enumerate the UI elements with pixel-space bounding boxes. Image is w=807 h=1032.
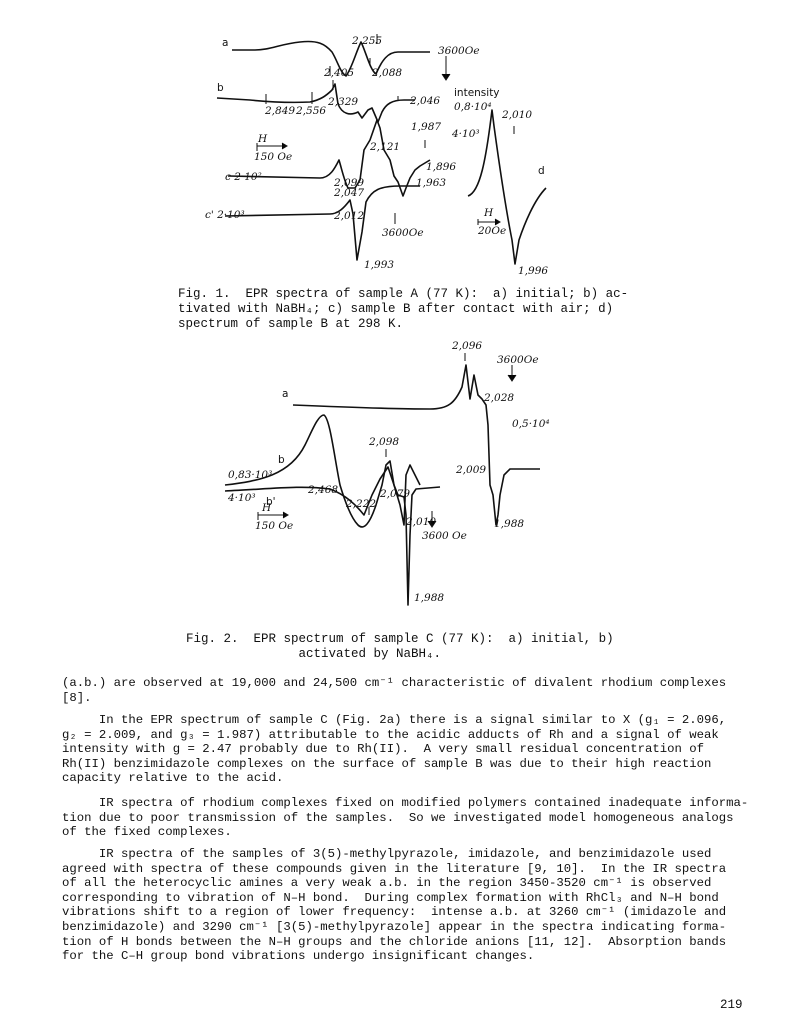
paragraph-2: In the EPR spectrum of sample C (Fig. 2a) there is a signal similar to X (g₁ = 2.096, g₂ = 2.009, and g₃ = 1.987) attributable to the acidic adducts of Rh and a signal of weak intensity with g = 2.47 probably due to Rh(II). A very small residual concentration of Rh(II) benzimidazole complexes on the surface of sample B was due to their high reaction capacity relative to the acid. [62, 713, 727, 786]
field-arrow-top [508, 365, 516, 381]
page-number: 219 [720, 998, 743, 1012]
fig2-field-top: 3600Oe [497, 354, 539, 366]
fig2-intensity-a: 0,5·10⁴ [512, 418, 550, 430]
fig1-label-c-prime: c' 2·10³ [205, 209, 245, 221]
fig2-field-mid: 3600 Oe [422, 530, 467, 542]
figure-2-plot [0, 335, 807, 615]
fig2-intensity-b1: 0,83·10³ [228, 469, 273, 481]
paragraph-1: (a.b.) are observed at 19,000 and 24,500 cm⁻¹ characteristic of divalent rhodium complexes [8]. [62, 676, 727, 705]
fig2-g-2079: 2,079 [380, 488, 411, 500]
spectrum-a [293, 365, 540, 525]
field-arrow-top [442, 56, 450, 80]
fig1-intensity-label: intensity [454, 87, 500, 99]
fig2-g-2096: 2,096 [452, 340, 483, 352]
fig2-label-b-prime: b' [266, 496, 276, 508]
fig2-g-2098: 2,098 [369, 436, 400, 448]
fig1-label-c: c 2·10² [225, 171, 262, 183]
fig2-h-label: H [262, 502, 272, 514]
fig1-g-2047: 2,047 [334, 187, 365, 199]
fig1-g-1963: 1,963 [416, 177, 447, 189]
fig1-field-top: 3600Oe [438, 45, 480, 57]
fig2-g-2010: 2,010 [406, 516, 437, 528]
fig1-g-2255: 2,255 [352, 35, 383, 47]
fig1-label-b: b [217, 82, 224, 94]
fig1-g-2088: 2,088 [372, 67, 403, 79]
fig1-g-1896: 1,896 [426, 161, 457, 173]
figure-1-caption: Fig. 1. EPR spectra of sample A (77 K): a) initial; b) ac- tivated with NaBH₄; c) sample B after contact with air; d) spectrum of sample B at 298 K. [178, 287, 629, 331]
fig1-intensity-b: 0,8·10⁴ [454, 101, 492, 113]
fig2-intensity-b2: 4·10³ [228, 492, 256, 504]
fig1-g-1993: 1,993 [364, 259, 395, 271]
paragraph-3: IR spectra of rhodium complexes fixed on modified polymers contained inadequate informa- tion due to poor transmission of the samples. So we investigated model homogeneous analogs of the fixed complexes. [62, 796, 749, 840]
fig1-g-2849: 2,849 [265, 105, 296, 117]
fig1-g-2556: 2,556 [296, 105, 327, 117]
fig2-g-1988-a: 1,988 [494, 518, 525, 530]
spectrum-d [468, 110, 546, 264]
fig1-g-2121: 2,121 [370, 141, 401, 153]
figure-1-plot [0, 0, 807, 285]
fig2-g-2009: 2,009 [456, 464, 487, 476]
fig1-g-2012: 2,012 [334, 210, 365, 222]
fig2-label-b: b [278, 454, 285, 466]
fig2-label-a: a [282, 388, 289, 400]
fig2-g-1988-b: 1,988 [414, 592, 445, 604]
fig1-intensity-c: 4·10³ [452, 128, 480, 140]
fig1-g-2099: 2,099 [334, 177, 365, 189]
fig1-label-d: d [538, 165, 545, 177]
fig1-field-mid: 3600Oe [382, 227, 424, 239]
fig1-g-1987: 1,987 [411, 121, 442, 133]
fig2-g-2222: 2,222 [346, 498, 377, 510]
fig1-label-a: a [222, 37, 229, 49]
figure-2 [0, 335, 807, 615]
spectrum-c-prime [225, 186, 420, 260]
fig1-g-2405: 2,405 [324, 67, 355, 79]
fig2-scale-150: 150 Oe [255, 520, 294, 532]
paragraph-4: IR spectra of the samples of 3(5)-methylpyrazole, imidazole, and benzimidazole used agreed with spectra of these compounds given in the literature [9, 10]. In the IR spectra of all the heterocyclic amines a very weak a.b. in the region 3450-3520 cm⁻¹ is observed corresponding to vibration of N–H bond. During complex formation with RhCl₃ and N–H bond vibrations shift to a region of lower frequency: intense a.b. at 3260 cm⁻¹ (imidazole and benzimidazole) and 3290 cm⁻¹ [3(5)-methylpyrazole] appear in the spectra indicating forma- tion of H bonds between the N–H groups and the chloride anions [11, 12]. Absorption bands for the C–H group bond vibrations undergo insignificant changes. [62, 847, 727, 964]
fig1-g-2010: 2,010 [502, 109, 533, 121]
fig1-scale-20: 20Oe [478, 225, 507, 237]
spectrum-b [225, 415, 440, 605]
figure-2-caption: Fig. 2. EPR spectrum of sample C (77 K): a) initial, b) activated by NaBH₄. [186, 632, 614, 661]
fig1-g-2046: 2,046 [410, 95, 441, 107]
fig1-g-1996: 1,996 [518, 265, 549, 277]
figure-1 [0, 0, 807, 285]
fig1-h-label-2: H [484, 207, 494, 219]
fig2-g-2028: 2,028 [484, 392, 515, 404]
fig1-g-2329: 2,329 [328, 96, 359, 108]
fig1-scale-150: 150 Oe [254, 151, 293, 163]
fig2-g-2468: 2,468 [308, 484, 339, 496]
fig1-h-label-1: H [258, 133, 268, 145]
